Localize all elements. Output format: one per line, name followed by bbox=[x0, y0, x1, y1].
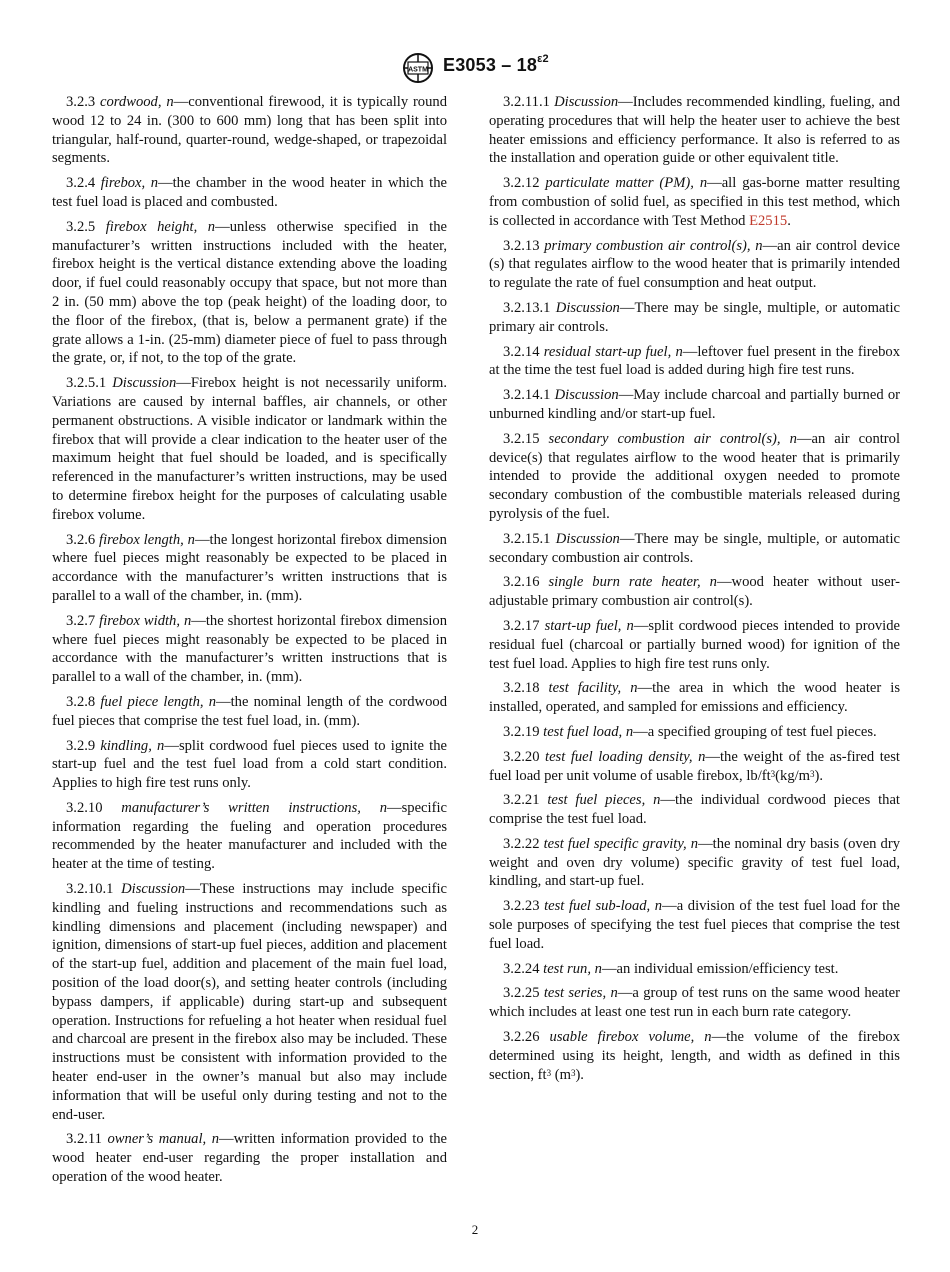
definition-paragraph bbox=[52, 218, 447, 368]
part-of-speech: n bbox=[610, 985, 618, 1002]
definition-text: —Firebox height is not necessarily uniform. Variations are caused by internal baffles, air channels, or other permanent obstructions. A visible indicator or landmark within the firebox that will provide a clear indication to the heater user of the maximum height that fuel should be loaded, and is specifically referenced in the manufacturer’s written instructions, may be used to determine firebox height for the purposes of calculating usable firebox volume. bbox=[52, 375, 447, 523]
part-of-speech: n bbox=[755, 237, 763, 254]
part-of-speech: n bbox=[187, 531, 195, 548]
defined-term: firebox length, bbox=[99, 531, 184, 548]
trailing-text: ). bbox=[814, 767, 824, 784]
part-of-speech: n bbox=[207, 218, 216, 235]
defined-term: firebox, bbox=[100, 175, 146, 192]
defined-term: Discussion bbox=[554, 387, 619, 404]
section-number: 3.2.9 bbox=[66, 737, 96, 754]
definition-text: —These instructions may include specific kindling and fueling instructions and recommendations such as kindling dimensions and placement (including newspaper) and ignition, dimensions of start-up fuel pieces, addition and placement of the start-up fuel, addition and placement of the main fuel load, position of the load door(s), and setting heater controls (including bypass dampers, if applicable) during start-up and subsequent operation. Instructions for refueling a hot heater when residual fuel and charcoal are present in the firebox also may be included. These instructions must be consistent with information provided to the heater end-user in the owner’s manual but also may include information that will be useful only during testing and not to the end-user. bbox=[52, 881, 447, 1123]
section-number: 3.2.22 bbox=[503, 835, 540, 852]
definition-text: —wood heater without user-adjustable primary combustion air control(s). bbox=[489, 574, 901, 610]
defined-term: test run, bbox=[543, 960, 591, 977]
section-number: 3.2.14 bbox=[503, 343, 540, 360]
section-number: 3.2.19 bbox=[503, 723, 540, 740]
definition-paragraph bbox=[489, 237, 900, 293]
definition-paragraph bbox=[489, 679, 900, 717]
definition-text: —split cordwood pieces intended to provide residual fuel (charcoal or partially burned wood) for ignition of the test fuel load. Applies to high fire test runs only. bbox=[489, 617, 900, 672]
definition-paragraph bbox=[52, 374, 447, 524]
section-number: 3.2.11.1 bbox=[503, 94, 550, 110]
definition-text: —the longest horizontal firebox dimension where fuel pieces might reasonably be expected to be placed in accordance with the manufacturer’s written instructions that is parallel to a wall of the chamber, in. (mm). bbox=[52, 531, 447, 604]
part-of-speech: n bbox=[709, 574, 717, 591]
defined-term: test fuel load, bbox=[543, 723, 623, 740]
section-number: 3.2.6 bbox=[66, 531, 96, 548]
part-of-speech: n bbox=[789, 430, 797, 447]
logo-text: ASTM bbox=[408, 66, 428, 74]
part-of-speech: n bbox=[183, 612, 192, 629]
defined-term: test facility, bbox=[548, 680, 622, 697]
definition-paragraph bbox=[489, 93, 900, 168]
section-number: 3.2.23 bbox=[503, 898, 540, 915]
definition-paragraph bbox=[52, 693, 447, 731]
defined-term: manufacturer’s written instructions, bbox=[121, 799, 361, 816]
part-of-speech: n bbox=[630, 680, 638, 697]
part-of-speech: n bbox=[626, 617, 634, 634]
definition-text: —split cordwood fuel pieces used to ignite the start-up fuel and the test fuel load from a cold start condition. Applies to high fire test runs only. bbox=[52, 737, 448, 792]
part-of-speech: n bbox=[379, 799, 387, 816]
page-number: 2 bbox=[471, 1222, 479, 1237]
definition-text: —May include charcoal and partially burned or unburned kindling and/or start-up fuel. bbox=[489, 387, 900, 422]
definition-paragraph bbox=[489, 748, 900, 786]
defined-term: Discussion bbox=[112, 375, 177, 392]
definition-paragraph bbox=[52, 799, 447, 874]
section-number: 3.2.4 bbox=[66, 175, 96, 192]
defined-term: Discussion bbox=[555, 530, 620, 547]
section-number: 3.2.15.1 bbox=[503, 530, 551, 547]
definition-text: —an individual emission/efficiency test. bbox=[601, 960, 839, 977]
page-header bbox=[0, 52, 950, 86]
definition-paragraph bbox=[489, 791, 900, 829]
part-of-speech: n bbox=[625, 723, 634, 740]
left-column bbox=[52, 93, 447, 1193]
section-number: 3.2.20 bbox=[503, 748, 540, 765]
definition-paragraph bbox=[489, 1028, 900, 1084]
defined-term: firebox height, bbox=[105, 218, 198, 235]
defined-term: residual start-up fuel, bbox=[543, 343, 672, 360]
part-of-speech: n bbox=[208, 693, 217, 710]
trailing-text: ). bbox=[575, 1066, 584, 1083]
definition-text: —There may be single, multiple, or automatic primary air controls. bbox=[489, 299, 900, 335]
definition-text: —conventional firewood, it is typically round wood 12 to 24 in. (300 to 600 mm) long that has been split into triangular, half-round, quarter-round, wedge-shaped, or trapezoidal segments. bbox=[52, 94, 447, 167]
definition-text: —unless otherwise specified in the manufacturer’s written instructions included with the heater, firebox height is the vertical distance extending above the loading door, if fuel could reasonably occupy that space, but not more than 2 in. (50 mm) above the top (peak height) of the loading door, to the floor of the firebox, (that is, below a permanent grate) if the grate allows a 1-in. (25-mm) diameter piece of fuel to pass through the grate, or, if not, to the top of the grate. bbox=[52, 218, 447, 367]
section-number: 3.2.13.1 bbox=[503, 299, 551, 316]
definition-text: —specific information regarding the fueling and operation procedures recommended by the heater manufacturer and included with the heater at the time of testing. bbox=[52, 799, 447, 873]
part-of-speech: n bbox=[157, 737, 165, 754]
definition-text: —a division of the test fuel load for the sole purposes of specifying the test fuel pieces that comprise the test fuel load. bbox=[489, 898, 900, 952]
defined-term: owner’s manual, bbox=[107, 1131, 207, 1148]
defined-term: test fuel sub-load, bbox=[544, 898, 651, 915]
section-number: 3.2.25 bbox=[503, 985, 540, 1002]
part-of-speech: n bbox=[690, 835, 699, 852]
unit-superscript: 3 bbox=[570, 1067, 576, 1078]
definition-paragraph bbox=[489, 174, 900, 230]
definition-text: —the chamber in the wood heater in which the test fuel load is placed and combusted. bbox=[52, 175, 447, 210]
section-number: 3.2.10 bbox=[66, 799, 103, 816]
definition-paragraph bbox=[489, 343, 900, 381]
part-of-speech: n bbox=[704, 1029, 712, 1046]
definition-paragraph bbox=[489, 835, 900, 891]
definition-text: —written information provided to the wood heater end-user regarding the proper installation and operation of the wood heater. bbox=[52, 1131, 448, 1186]
definition-paragraph bbox=[52, 1130, 447, 1186]
section-number: 3.2.8 bbox=[66, 693, 96, 710]
defined-term: firebox width, bbox=[99, 612, 180, 629]
defined-term: Discussion bbox=[554, 94, 619, 110]
reference-link[interactable]: E2515 bbox=[749, 212, 788, 229]
part-of-speech: n bbox=[211, 1131, 219, 1148]
definition-paragraph bbox=[489, 984, 900, 1022]
defined-term: particulate matter (PM), bbox=[545, 175, 694, 192]
definition-paragraph bbox=[52, 174, 447, 212]
definition-paragraph bbox=[489, 573, 900, 611]
definition-text: —the weight of the as-fired test fuel load per unit volume of usable firebox, lb/ft bbox=[489, 748, 900, 784]
section-number: 3.2.5 bbox=[66, 218, 96, 235]
astm-logo-icon bbox=[401, 52, 435, 84]
part-of-speech: n bbox=[675, 343, 683, 360]
defined-term: fuel piece length, bbox=[100, 693, 204, 710]
section-number: 3.2.13 bbox=[503, 237, 540, 254]
part-of-speech: n bbox=[594, 960, 602, 977]
section-number: 3.2.17 bbox=[503, 617, 540, 634]
part-of-speech: n bbox=[699, 175, 708, 192]
definition-text: —the area in which the wood heater is installed, operated, and sampled for emissions and efficiency. bbox=[489, 680, 900, 716]
defined-term: kindling, bbox=[100, 737, 152, 754]
definition-text: —an air control device(s) that regulates airflow to the wood heater that is primarily intended to provide the additional oxygen needed to promote secondary combustion of the combustible materials released during pyrolysis of the fuel. bbox=[489, 430, 901, 522]
definition-text: —leftover fuel present in the firebox at the time the test fuel load is added during high fire test runs. bbox=[489, 343, 900, 379]
section-number: 3.2.18 bbox=[503, 680, 540, 697]
definition-paragraph bbox=[489, 897, 900, 953]
section-number: 3.2.11 bbox=[66, 1131, 102, 1148]
definition-text: —all gas-borne matter resulting from combustion of solid fuel, as specified in this test method, which is collected in accordance with Test Method bbox=[489, 175, 900, 229]
section-number: 3.2.7 bbox=[66, 612, 96, 629]
defined-term: single burn rate heater, bbox=[548, 574, 701, 591]
definition-paragraph bbox=[52, 880, 447, 1124]
definition-text: —the individual cordwood pieces that comprise the test fuel load. bbox=[489, 792, 900, 828]
section-number: 3.2.15 bbox=[503, 430, 540, 447]
defined-term: start-up fuel, bbox=[544, 617, 622, 634]
defined-term: Discussion bbox=[555, 299, 620, 316]
part-of-speech: n bbox=[166, 94, 174, 110]
unit-superscript: 3 bbox=[810, 768, 815, 779]
part-of-speech: n bbox=[150, 175, 158, 192]
definition-text: —a group of test runs on the same wood heater which includes at least one test run in each burn rate category. bbox=[489, 985, 900, 1021]
definition-paragraph bbox=[52, 531, 447, 606]
defined-term: primary combustion air control(s), bbox=[544, 237, 751, 254]
section-number: 3.2.14.1 bbox=[503, 387, 551, 404]
defined-term: cordwood, bbox=[100, 94, 162, 110]
defined-term: test fuel pieces, bbox=[547, 792, 646, 809]
section-number: 3.2.12 bbox=[503, 175, 540, 192]
definition-paragraph bbox=[489, 723, 900, 742]
definition-text: —a specified grouping of test fuel pieces. bbox=[633, 723, 877, 740]
definition-paragraph bbox=[489, 617, 900, 673]
section-number: 3.2.16 bbox=[503, 574, 540, 591]
unit-superscript: 3 bbox=[546, 1067, 552, 1078]
right-column bbox=[489, 93, 900, 1090]
section-number: 3.2.3 bbox=[66, 94, 96, 110]
definition-paragraph bbox=[52, 612, 447, 687]
part-of-speech: n bbox=[698, 748, 706, 765]
section-number: 3.2.5.1 bbox=[66, 375, 107, 392]
defined-term: Discussion bbox=[121, 881, 186, 898]
definition-text: —Includes recommended kindling, fueling, and operating procedures that will help the heater user to achieve the best heater emissions and efficiency performance. It also is referred to as the installation and operation guide or other equivalent title. bbox=[489, 94, 900, 167]
definition-text: —the shortest horizontal firebox dimension where fuel pieces might reasonably be expected to be placed in accordance with the manufacturer’s written instructions that is parallel to a wall of the chamber, in. (mm). bbox=[52, 612, 448, 686]
defined-term: secondary combustion air control(s), bbox=[548, 430, 781, 447]
definition-paragraph bbox=[489, 386, 900, 424]
definition-text: —the nominal dry basis (oven dry weight and oven dry volume) specific gravity of test fuel load, kindling, and start-up fuel. bbox=[489, 835, 900, 890]
definition-paragraph bbox=[52, 737, 447, 793]
unit-text: (m bbox=[551, 1066, 571, 1083]
edition-superscript: ε2 bbox=[537, 53, 549, 65]
section-number: 3.2.24 bbox=[503, 960, 540, 977]
definition-paragraph bbox=[489, 960, 900, 979]
definition-text: —the volume of the firebox determined using its height, length, and width as defined in this section, ft bbox=[489, 1029, 900, 1083]
definition-paragraph bbox=[489, 430, 900, 524]
defined-term: test fuel loading density, bbox=[545, 748, 693, 765]
definition-text: —There may be single, multiple, or automatic secondary combustion air controls. bbox=[489, 530, 900, 566]
defined-term: usable firebox volume, bbox=[549, 1029, 695, 1046]
trailing-text: . bbox=[787, 212, 791, 229]
designation-text: E3053 – 18 bbox=[443, 55, 538, 75]
section-number: 3.2.26 bbox=[503, 1029, 540, 1046]
definition-text: —an air control device (s) that regulates airflow to the wood heater that is primarily intended to regulate the rate of fuel consumption and heat output. bbox=[489, 237, 901, 292]
unit-superscript: 3 bbox=[770, 768, 776, 779]
defined-term: test series, bbox=[543, 985, 607, 1002]
part-of-speech: n bbox=[654, 898, 663, 915]
part-of-speech: n bbox=[653, 792, 661, 809]
section-number: 3.2.10.1 bbox=[66, 881, 114, 898]
definition-paragraph bbox=[52, 93, 447, 168]
defined-term: test fuel specific gravity, bbox=[543, 835, 687, 852]
unit-text: (kg/m bbox=[775, 767, 811, 784]
definition-paragraph bbox=[489, 530, 900, 568]
section-number: 3.2.21 bbox=[503, 792, 540, 809]
definition-text: —the nominal length of the cordwood fuel pieces that comprise the test fuel load, in. (mm). bbox=[52, 693, 447, 729]
definition-paragraph bbox=[489, 299, 900, 337]
document-designation bbox=[443, 55, 549, 76]
